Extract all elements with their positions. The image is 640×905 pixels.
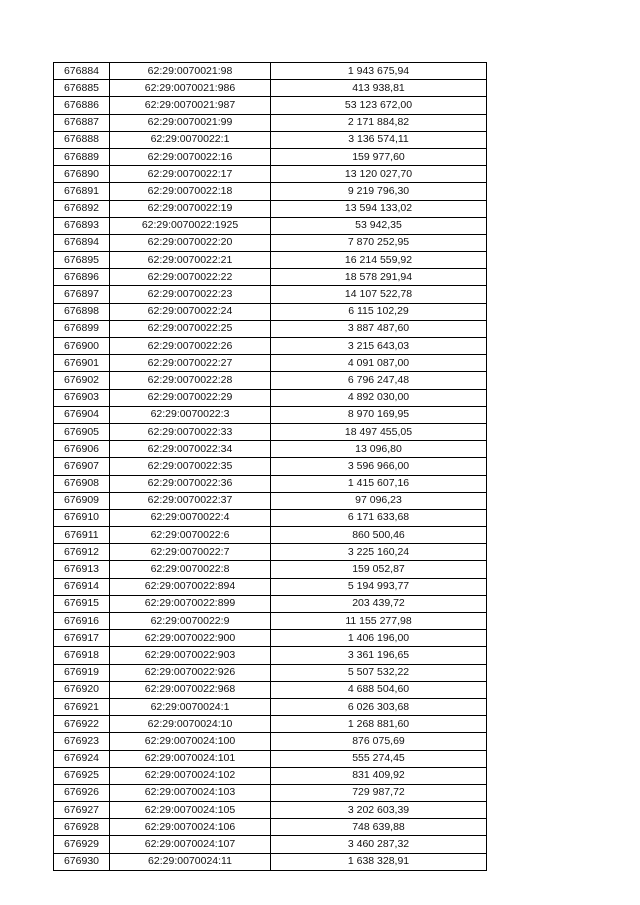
cadastral-number-cell: 62:29:0070022:17 [110, 166, 271, 183]
cadastral-number-cell: 62:29:0070024:10 [110, 716, 271, 733]
table-row [54, 802, 487, 819]
table-row [54, 819, 487, 836]
cadastral-number-cell: 62:29:0070022:26 [110, 338, 271, 355]
cadastral-value-cell: 2 171 884,82 [271, 114, 487, 131]
row-number-cell: 676887 [54, 114, 110, 131]
table-row [54, 544, 487, 561]
row-number-cell: 676894 [54, 234, 110, 251]
row-number-cell: 676896 [54, 269, 110, 286]
cadastral-value-cell: 6 026 303,68 [271, 698, 487, 715]
cadastral-number-cell: 62:29:0070022:34 [110, 441, 271, 458]
table-row [54, 217, 487, 234]
row-number-cell: 676884 [54, 63, 110, 80]
table-row [54, 148, 487, 165]
row-number-cell: 676925 [54, 767, 110, 784]
cadastral-number-cell: 62:29:0070022:20 [110, 234, 271, 251]
cadastral-value-cell: 53 942,35 [271, 217, 487, 234]
cadastral-value-cell: 7 870 252,95 [271, 234, 487, 251]
cadastral-value-cell: 555 274,45 [271, 750, 487, 767]
row-number-cell: 676899 [54, 320, 110, 337]
row-number-cell: 676885 [54, 80, 110, 97]
cadastral-number-cell: 62:29:0070021:987 [110, 97, 271, 114]
row-number-cell: 676897 [54, 286, 110, 303]
row-number-cell: 676905 [54, 423, 110, 440]
cadastral-number-cell: 62:29:0070021:986 [110, 80, 271, 97]
table-row [54, 664, 487, 681]
table-row [54, 166, 487, 183]
table-row [54, 509, 487, 526]
cadastral-value-cell: 3 887 487,60 [271, 320, 487, 337]
row-number-cell: 676926 [54, 784, 110, 801]
table-row [54, 320, 487, 337]
table-row [54, 131, 487, 148]
cadastral-value-cell: 6 796 247,48 [271, 372, 487, 389]
cadastral-value-cell: 729 987,72 [271, 784, 487, 801]
cadastral-value-cell: 159 977,60 [271, 148, 487, 165]
table-row [54, 630, 487, 647]
table-row [54, 561, 487, 578]
table-row [54, 475, 487, 492]
table-row [54, 286, 487, 303]
cadastral-number-cell: 62:29:0070024:107 [110, 836, 271, 853]
cadastral-value-cell: 11 155 277,98 [271, 613, 487, 630]
cadastral-value-cell: 3 361 196,65 [271, 647, 487, 664]
table-row [54, 784, 487, 801]
table-row [54, 492, 487, 509]
row-number-cell: 676930 [54, 853, 110, 870]
cadastral-number-cell: 62:29:0070022:894 [110, 578, 271, 595]
cadastral-value-cell: 18 497 455,05 [271, 423, 487, 440]
table-row [54, 441, 487, 458]
table-row [54, 200, 487, 217]
cadastral-value-cell: 748 639,88 [271, 819, 487, 836]
row-number-cell: 676911 [54, 527, 110, 544]
cadastral-value-cell: 13 594 133,02 [271, 200, 487, 217]
row-number-cell: 676893 [54, 217, 110, 234]
table-row [54, 63, 487, 80]
cadastral-value-cell: 159 052,87 [271, 561, 487, 578]
cadastral-value-cell: 3 136 574,11 [271, 131, 487, 148]
cadastral-number-cell: 62:29:0070022:18 [110, 183, 271, 200]
cadastral-value-cell: 8 970 169,95 [271, 406, 487, 423]
cadastral-value-cell: 1 415 607,16 [271, 475, 487, 492]
table-row [54, 595, 487, 612]
cadastral-number-cell: 62:29:0070022:1925 [110, 217, 271, 234]
row-number-cell: 676929 [54, 836, 110, 853]
row-number-cell: 676908 [54, 475, 110, 492]
row-number-cell: 676918 [54, 647, 110, 664]
table-row [54, 183, 487, 200]
row-number-cell: 676924 [54, 750, 110, 767]
cadastral-value-cell: 860 500,46 [271, 527, 487, 544]
cadastral-number-cell: 62:29:0070024:103 [110, 784, 271, 801]
cadastral-value-cell: 6 115 102,29 [271, 303, 487, 320]
cadastral-number-cell: 62:29:0070024:102 [110, 767, 271, 784]
table-row [54, 355, 487, 372]
table-row [54, 647, 487, 664]
table-row [54, 767, 487, 784]
cadastral-value-cell: 1 943 675,94 [271, 63, 487, 80]
cadastral-value-cell: 3 460 287,32 [271, 836, 487, 853]
cadastral-number-cell: 62:29:0070022:968 [110, 681, 271, 698]
table-row [54, 733, 487, 750]
table-row [54, 423, 487, 440]
row-number-cell: 676886 [54, 97, 110, 114]
cadastral-value-cell: 13 096,80 [271, 441, 487, 458]
table-row [54, 372, 487, 389]
cadastral-number-cell: 62:29:0070022:19 [110, 200, 271, 217]
cadastral-number-cell: 62:29:0070022:29 [110, 389, 271, 406]
cadastral-value-cell: 3 225 160,24 [271, 544, 487, 561]
cadastral-number-cell: 62:29:0070024:100 [110, 733, 271, 750]
row-number-cell: 676900 [54, 338, 110, 355]
cadastral-number-cell: 62:29:0070022:27 [110, 355, 271, 372]
row-number-cell: 676917 [54, 630, 110, 647]
row-number-cell: 676902 [54, 372, 110, 389]
row-number-cell: 676919 [54, 664, 110, 681]
cadastral-value-cell: 4 688 504,60 [271, 681, 487, 698]
cadastral-value-cell: 831 409,92 [271, 767, 487, 784]
row-number-cell: 676907 [54, 458, 110, 475]
cadastral-value-cell: 3 215 643,03 [271, 338, 487, 355]
row-number-cell: 676904 [54, 406, 110, 423]
cadastral-number-cell: 62:29:0070022:9 [110, 613, 271, 630]
row-number-cell: 676920 [54, 681, 110, 698]
cadastral-number-cell: 62:29:0070024:1 [110, 698, 271, 715]
row-number-cell: 676890 [54, 166, 110, 183]
cadastral-number-cell: 62:29:0070022:3 [110, 406, 271, 423]
table-row [54, 338, 487, 355]
row-number-cell: 676922 [54, 716, 110, 733]
cadastral-number-cell: 62:29:0070022:24 [110, 303, 271, 320]
cadastral-value-cell: 53 123 672,00 [271, 97, 487, 114]
cadastral-number-cell: 62:29:0070022:903 [110, 647, 271, 664]
table-row [54, 80, 487, 97]
table-row [54, 853, 487, 870]
cadastral-number-cell: 62:29:0070022:6 [110, 527, 271, 544]
cadastral-value-cell: 4 091 087,00 [271, 355, 487, 372]
table-row [54, 269, 487, 286]
row-number-cell: 676914 [54, 578, 110, 595]
row-number-cell: 676892 [54, 200, 110, 217]
cadastral-number-cell: 62:29:0070022:25 [110, 320, 271, 337]
cadastral-value-cell: 4 892 030,00 [271, 389, 487, 406]
table-row [54, 750, 487, 767]
cadastral-number-cell: 62:29:0070022:35 [110, 458, 271, 475]
cadastral-number-cell: 62:29:0070022:33 [110, 423, 271, 440]
cadastral-value-cell: 876 075,69 [271, 733, 487, 750]
cadastral-number-cell: 62:29:0070022:36 [110, 475, 271, 492]
cadastral-value-cell: 18 578 291,94 [271, 269, 487, 286]
cadastral-number-cell: 62:29:0070022:900 [110, 630, 271, 647]
table-row [54, 681, 487, 698]
table-row [54, 458, 487, 475]
row-number-cell: 676891 [54, 183, 110, 200]
table-body [54, 63, 487, 871]
table-row [54, 578, 487, 595]
row-number-cell: 676895 [54, 252, 110, 269]
cadastral-value-cell: 413 938,81 [271, 80, 487, 97]
row-number-cell: 676928 [54, 819, 110, 836]
cadastral-value-cell: 97 096,23 [271, 492, 487, 509]
cadastral-number-cell: 62:29:0070022:16 [110, 148, 271, 165]
table-row [54, 234, 487, 251]
cadastral-value-cell: 1 406 196,00 [271, 630, 487, 647]
cadastral-number-cell: 62:29:0070022:28 [110, 372, 271, 389]
row-number-cell: 676906 [54, 441, 110, 458]
cadastral-value-cell: 16 214 559,92 [271, 252, 487, 269]
row-number-cell: 676927 [54, 802, 110, 819]
cadastral-number-cell: 62:29:0070022:23 [110, 286, 271, 303]
table-row [54, 114, 487, 131]
cadastral-number-cell: 62:29:0070022:899 [110, 595, 271, 612]
row-number-cell: 676923 [54, 733, 110, 750]
cadastral-number-cell: 62:29:0070022:1 [110, 131, 271, 148]
cadastral-number-cell: 62:29:0070022:8 [110, 561, 271, 578]
cadastral-number-cell: 62:29:0070022:926 [110, 664, 271, 681]
cadastral-number-cell: 62:29:0070024:106 [110, 819, 271, 836]
cadastral-value-cell: 5 194 993,77 [271, 578, 487, 595]
cadastral-number-cell: 62:29:0070022:7 [110, 544, 271, 561]
table-row [54, 303, 487, 320]
cadastral-number-cell: 62:29:0070022:4 [110, 509, 271, 526]
cadastral-number-cell: 62:29:0070024:11 [110, 853, 271, 870]
cadastral-number-cell: 62:29:0070021:99 [110, 114, 271, 131]
table-row [54, 389, 487, 406]
cadastral-value-cell: 3 596 966,00 [271, 458, 487, 475]
row-number-cell: 676903 [54, 389, 110, 406]
row-number-cell: 676916 [54, 613, 110, 630]
row-number-cell: 676910 [54, 509, 110, 526]
table-row [54, 406, 487, 423]
cadastral-value-cell: 13 120 027,70 [271, 166, 487, 183]
row-number-cell: 676915 [54, 595, 110, 612]
cadastral-value-cell: 14 107 522,78 [271, 286, 487, 303]
row-number-cell: 676889 [54, 148, 110, 165]
table-row [54, 698, 487, 715]
cadastral-number-cell: 62:29:0070022:21 [110, 252, 271, 269]
cadastral-value-table [53, 62, 487, 871]
cadastral-number-cell: 62:29:0070022:22 [110, 269, 271, 286]
cadastral-value-cell: 1 638 328,91 [271, 853, 487, 870]
row-number-cell: 676898 [54, 303, 110, 320]
cadastral-number-cell: 62:29:0070024:101 [110, 750, 271, 767]
cadastral-number-cell: 62:29:0070022:37 [110, 492, 271, 509]
cadastral-value-cell: 6 171 633,68 [271, 509, 487, 526]
cadastral-value-cell: 1 268 881,60 [271, 716, 487, 733]
cadastral-number-cell: 62:29:0070021:98 [110, 63, 271, 80]
table-row [54, 716, 487, 733]
row-number-cell: 676921 [54, 698, 110, 715]
table-row [54, 527, 487, 544]
table-row [54, 252, 487, 269]
row-number-cell: 676913 [54, 561, 110, 578]
cadastral-value-cell: 5 507 532,22 [271, 664, 487, 681]
cadastral-value-cell: 3 202 603,39 [271, 802, 487, 819]
table-row [54, 97, 487, 114]
row-number-cell: 676888 [54, 131, 110, 148]
row-number-cell: 676912 [54, 544, 110, 561]
cadastral-value-cell: 203 439,72 [271, 595, 487, 612]
cadastral-value-cell: 9 219 796,30 [271, 183, 487, 200]
cadastral-number-cell: 62:29:0070024:105 [110, 802, 271, 819]
row-number-cell: 676901 [54, 355, 110, 372]
table-row [54, 836, 487, 853]
table-row [54, 613, 487, 630]
row-number-cell: 676909 [54, 492, 110, 509]
